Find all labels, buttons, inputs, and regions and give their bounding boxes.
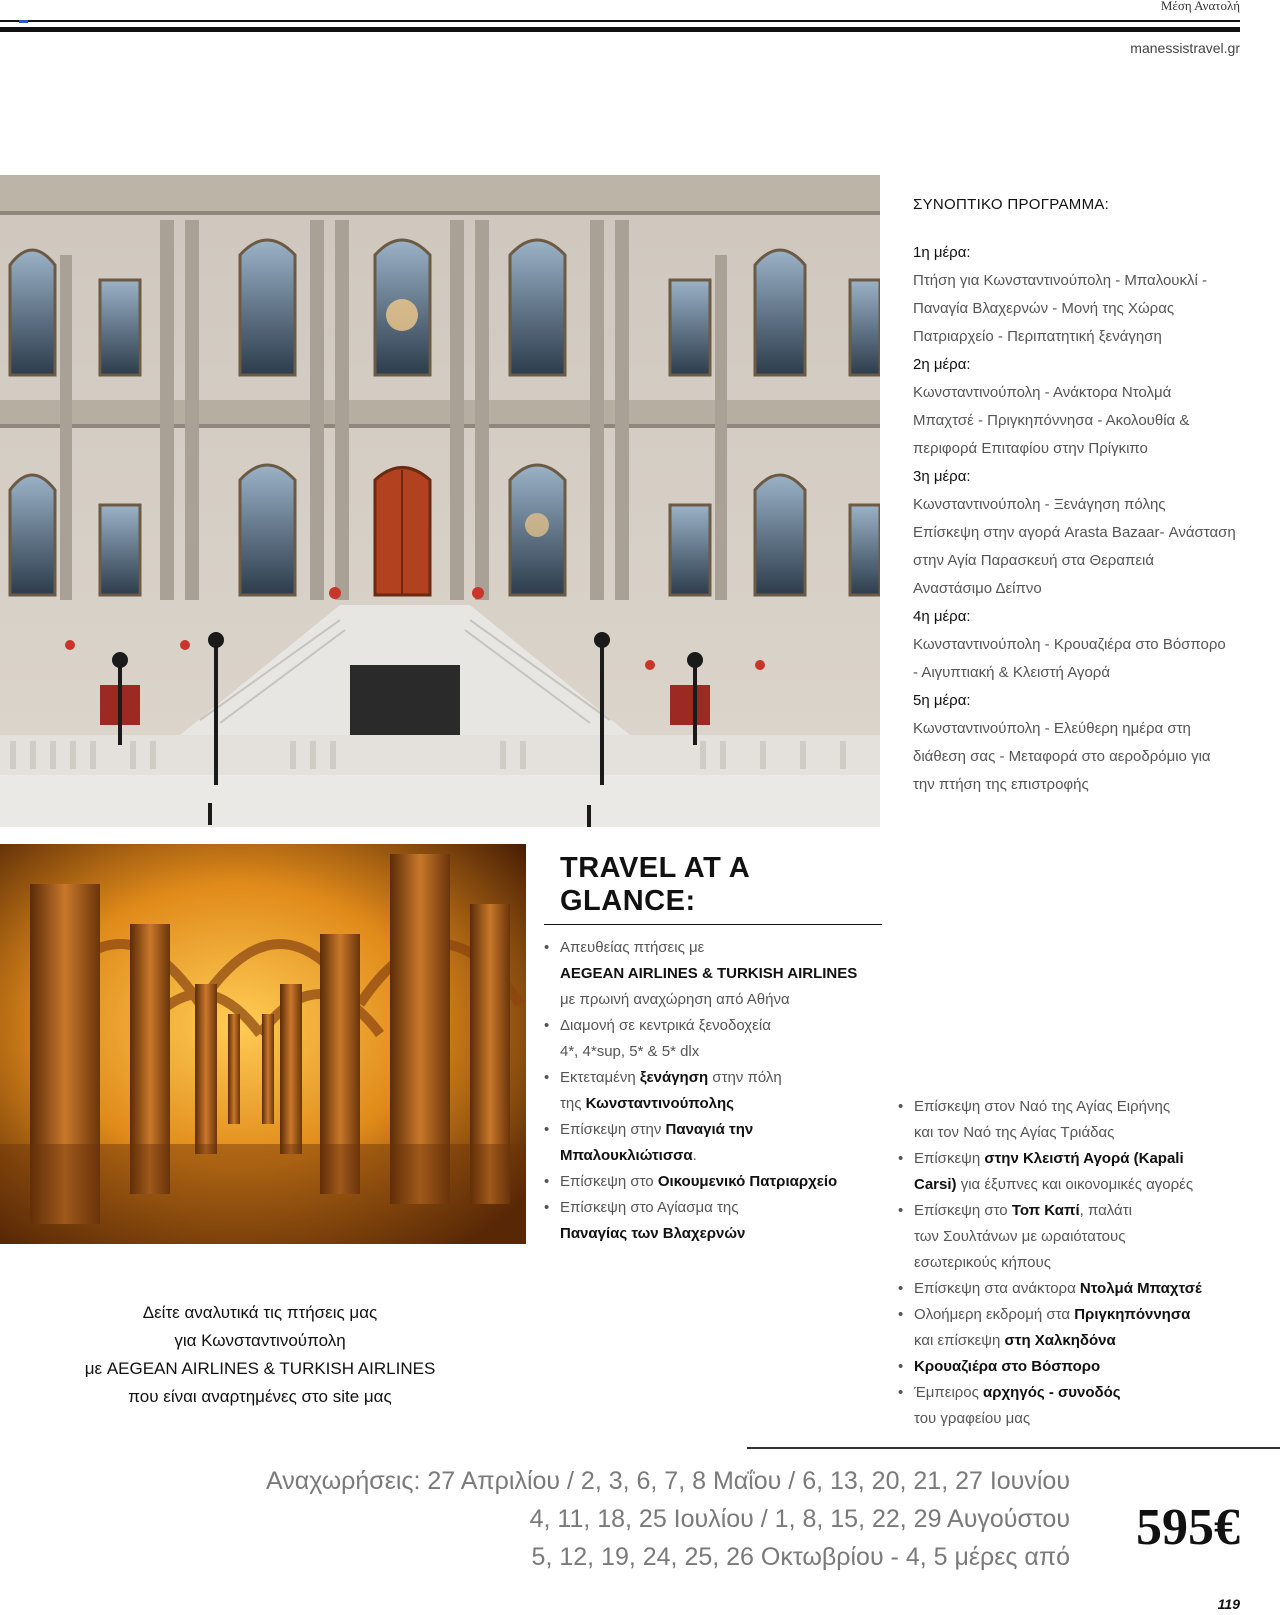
list-item	[898, 1198, 1238, 1276]
list-item	[544, 1117, 882, 1169]
note-line: με AEGEAN AIRLINES & TURKISH AIRLINES	[84, 1359, 436, 1378]
program-title: ΣΥΝΟΠΤΙΚΟ ΠΡΟΓΡΑΜΜΑ:	[913, 196, 1110, 213]
cistern-photo	[0, 844, 526, 1244]
day-label: 2η μέρα:	[913, 356, 971, 373]
glance-list	[544, 935, 882, 1247]
item-bold: Κωνσταντινούπολης	[585, 1095, 734, 1112]
item-bold: Ντολμά Μπαχτσέ	[1079, 1280, 1202, 1297]
item-text: των Σουλτάνων με ωραιότατους	[914, 1228, 1126, 1245]
item-text: Επίσκεψη	[914, 1150, 985, 1167]
day-line: την πτήση της επιστροφής	[913, 776, 1089, 793]
day-line: Παναγία Βλαχερνών - Μονή της Χώρας	[913, 300, 1175, 317]
item-bold: στη Χαλκηδόνα	[1004, 1332, 1116, 1349]
glance-list-2	[898, 1094, 1238, 1432]
item-text: της	[560, 1095, 586, 1112]
item-text: και τον Ναό της Αγίας Τριάδας	[914, 1124, 1115, 1141]
item-bold: Παναγίας των Βλαχερνών	[560, 1225, 746, 1242]
program-day-5	[913, 687, 1243, 799]
item-bold: Carsi)	[914, 1176, 957, 1193]
program-day-4	[913, 603, 1243, 687]
section-label: Μέση Ανατολή	[1160, 0, 1240, 13]
item-text: Διαμονή σε κεντρικά ξενοδοχεία	[560, 1017, 771, 1034]
palace-photo	[0, 175, 880, 827]
day-line: Κωνσταντινούπολη - Κρουαζιέρα στο Βόσπορο	[913, 636, 1226, 653]
header-accent-mark	[19, 20, 28, 23]
day-line: περιφορά Επιταφίου στην Πρίγκιπο	[913, 440, 1148, 457]
item-text: στην πόλη	[708, 1069, 782, 1086]
day-line: - Αιγυπτιακή & Κλειστή Αγορά	[913, 664, 1111, 681]
item-text: Επίσκεψη στο	[914, 1202, 1012, 1219]
list-item	[898, 1354, 1238, 1380]
list-item	[898, 1302, 1238, 1354]
list-item	[544, 1013, 882, 1065]
departures-line: 4, 11, 18, 25 Ιουλίου / 1, 8, 15, 22, 29 Αυγούστου	[529, 1505, 1070, 1533]
page-number: 119	[1217, 1596, 1240, 1612]
day-label: 3η μέρα:	[913, 468, 971, 485]
item-text: με πρωινή αναχώρηση από Αθήνα	[560, 991, 790, 1008]
list-item	[544, 935, 882, 1013]
note-line: για Κωνσταντινούπολη	[174, 1331, 346, 1350]
bottom-rule	[747, 1447, 1280, 1449]
note-line: που είναι αναρτημένες στο site μας	[128, 1387, 392, 1406]
day-label: 4η μέρα:	[913, 608, 971, 625]
item-bold: Τοπ Καπί	[1011, 1202, 1080, 1219]
item-bold: Οικουμενικό Πατριαρχείο	[657, 1173, 838, 1190]
program-section	[913, 196, 1243, 799]
price: 595€	[1136, 1499, 1240, 1556]
list-item	[898, 1094, 1238, 1146]
program-day-1	[913, 239, 1243, 351]
list-item	[544, 1065, 882, 1117]
day-label: 5η μέρα:	[913, 692, 971, 709]
glance-section	[544, 852, 882, 1247]
item-text: Επίσκεψη στο Αγίασμα της	[560, 1199, 739, 1216]
item-text: Έμπειρος	[914, 1384, 984, 1401]
item-text: .	[692, 1147, 697, 1164]
item-text: εσωτερικούς κήπους	[914, 1254, 1051, 1271]
list-item	[898, 1380, 1238, 1432]
item-bold: Παναγιά την	[665, 1121, 754, 1138]
list-item	[544, 1169, 882, 1195]
item-bold: αρχηγός - συνοδός	[983, 1384, 1121, 1401]
list-item	[898, 1276, 1238, 1302]
day-line: διάθεση σας - Μεταφορά στο αεροδρόμιο για	[913, 748, 1211, 765]
item-text: για έξυπνες και οικονομικές αγορές	[956, 1176, 1194, 1193]
cistern-illustration	[0, 844, 526, 1244]
day-line: Πτήση για Κωνσταντινούπολη - Μπαλουκλί -	[913, 272, 1208, 289]
day-line: Μπαχτσέ - Πριγκηπόννησα - Ακολουθία &	[913, 412, 1190, 429]
item-text: Ολοήμερη εκδρομή στα	[914, 1306, 1075, 1323]
list-item	[898, 1146, 1238, 1198]
day-label: 1η μέρα:	[913, 244, 971, 261]
departures-line: Αναχωρήσεις: 27 Απριλίου / 2, 3, 6, 7, 8 Μαΐου / 6, 13, 20, 21, 27 Ιουνίου	[266, 1467, 1070, 1495]
palace-illustration	[0, 175, 880, 827]
program-day-3	[913, 463, 1243, 603]
item-text: Απευθείας πτήσεις με	[560, 939, 705, 956]
day-line: Επίσκεψη στην αγορά Arasta Bazaar- Ανάσταση	[913, 524, 1236, 541]
day-line: Αναστάσιμο Δείπνο	[913, 580, 1042, 597]
item-text: , παλάτι	[1079, 1202, 1132, 1219]
item-bold: Κρουαζιέρα στο Βόσπορο	[914, 1358, 1101, 1375]
note-line: Δείτε αναλυτικά τις πτήσεις μας	[142, 1303, 378, 1322]
day-line: στην Αγία Παρασκευή στα Θεραπειά	[913, 552, 1155, 569]
item-text: Επίσκεψη στα ανάκτορα	[914, 1280, 1080, 1297]
glance-title: TRAVEL AT A GLANCE:	[544, 852, 882, 925]
day-line: Κωνσταντινούπολη - Ξενάγηση πόλης	[913, 496, 1166, 513]
item-text: Επίσκεψη στην	[560, 1121, 666, 1138]
header-rule-thin	[0, 20, 1240, 22]
departures-line: 5, 12, 19, 24, 25, 26 Οκτωβρίου - 4, 5 μέρες από	[531, 1543, 1070, 1571]
item-text: Εκτεταμένη	[560, 1069, 640, 1086]
item-text: 4*, 4*sup, 5* & 5* dlx	[560, 1043, 700, 1060]
item-text: και επίσκεψη	[914, 1332, 1005, 1349]
day-line: Πατριαρχείο - Περιπατητική ξενάγηση	[913, 328, 1162, 345]
item-text: Επίσκεψη στο	[560, 1173, 658, 1190]
departures	[170, 1462, 1070, 1576]
item-bold: AEGEAN AIRLINES & TURKISH AIRLINES	[560, 965, 858, 982]
list-item	[544, 1195, 882, 1247]
header-rule-thick	[0, 27, 1240, 32]
day-line: Κωνσταντινούπολη - Ελεύθερη ημέρα στη	[913, 720, 1191, 737]
site-link[interactable]: manessistravel.gr	[1130, 40, 1240, 56]
program-day-2	[913, 351, 1243, 463]
item-text: του γραφείου μας	[914, 1410, 1031, 1427]
flights-note	[60, 1299, 460, 1411]
item-text: Επίσκεψη στον Ναό της Αγίας Ειρήνης	[914, 1098, 1171, 1115]
item-bold: Πριγκηπόννησα	[1074, 1306, 1191, 1323]
item-bold: Μπαλουκλιώτισσα	[560, 1147, 693, 1164]
day-line: Κωνσταντινούπολη - Ανάκτορα Ντολμά	[913, 384, 1172, 401]
item-bold: ξενάγηση	[639, 1069, 709, 1086]
item-bold: στην Κλειστή Αγορά (Kapali	[984, 1150, 1184, 1167]
